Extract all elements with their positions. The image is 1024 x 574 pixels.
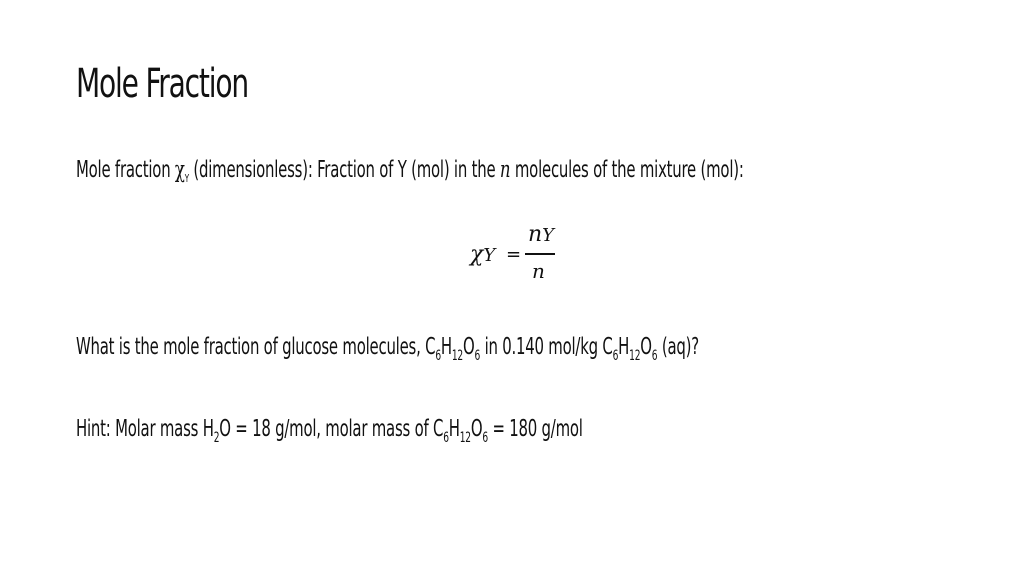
hint-o-sub: 6 [482, 430, 488, 446]
slide-title: Mole Fraction [76, 61, 248, 107]
question-o: O [462, 334, 475, 360]
question-o-sub: 6 [474, 348, 481, 364]
formula-denominator: n [532, 259, 545, 283]
question-part1: What is the mole fraction of glucose molecules, C [76, 334, 436, 360]
chi-symbol: χ [174, 157, 185, 183]
formula-numerator [528, 222, 554, 249]
question-h2: H [618, 334, 630, 360]
hint-text [76, 414, 583, 444]
question-o2: O [640, 334, 652, 360]
formula-lhs-subscript: Y [483, 245, 496, 266]
question-c-sub: 6 [435, 348, 441, 364]
hint-part3: = 180 g/mol [487, 416, 583, 442]
question-h-sub: 12 [451, 348, 463, 364]
mole-fraction-formula [470, 222, 570, 286]
hint-h2o-sub: 2 [213, 430, 220, 446]
definition-text [76, 155, 744, 185]
hint-h: H [448, 416, 460, 442]
formula-numerator-subscript: Y [542, 225, 555, 246]
formula-equals: = [506, 244, 522, 265]
question-h: H [440, 334, 452, 360]
hint-c-sub: 6 [443, 430, 449, 446]
definition-suffix: molecules of the mixture (mol): [510, 157, 744, 183]
chi-subscript: Y [184, 172, 189, 185]
definition-prefix: Mole fraction [76, 157, 175, 183]
hint-part2: O = 18 g/mol, molar mass of C [219, 416, 444, 442]
formula-lhs [470, 242, 495, 269]
hint-o: O [470, 416, 483, 442]
hint-h-sub: 12 [459, 430, 471, 446]
question-part2: in 0.140 mol/kg C [480, 334, 613, 360]
n-italic: n [499, 157, 511, 183]
question-c-sub2: 6 [612, 348, 619, 364]
question-part3: (aq)? [657, 334, 699, 360]
question-h-sub2: 12 [629, 348, 641, 364]
question-text [76, 332, 699, 362]
question-o-sub2: 6 [651, 348, 658, 364]
hint-part1: Hint: Molar mass H [76, 416, 214, 442]
formula-numerator-symbol: n [528, 222, 543, 247]
definition-middle: (dimensionless): Fraction of Y (mol) in the [188, 157, 500, 183]
formula-lhs-symbol: χ [470, 242, 484, 267]
fraction-bar [525, 253, 555, 255]
